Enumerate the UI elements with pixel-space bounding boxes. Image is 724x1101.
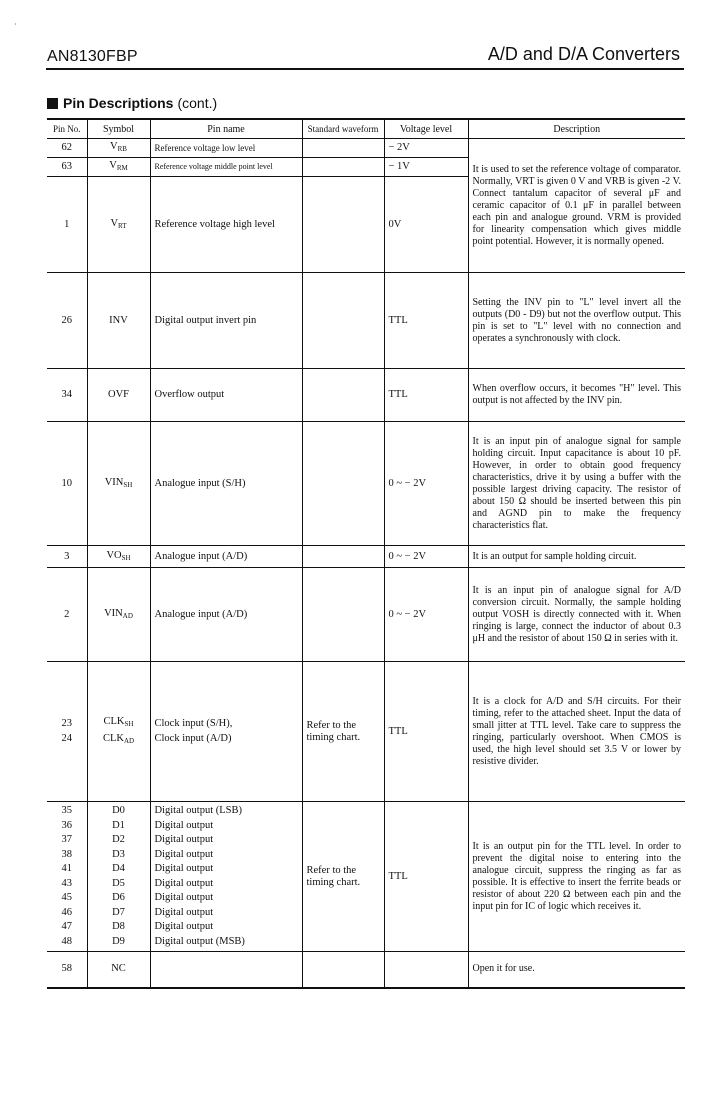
description: When overflow occurs, it becomes "H" level. This output is not affected by the INV pin.: [468, 369, 685, 422]
table-row: [47, 369, 685, 422]
col-header-pin-name: Pin name: [150, 119, 302, 139]
waveform: [302, 158, 384, 177]
pin-name: Reference voltage middle point level: [150, 158, 302, 177]
pin-name: Analogue input (A/D): [150, 568, 302, 662]
pin-name: Overflow output: [150, 369, 302, 422]
pin-name: Digital output (LSB) Digital output Digital output Digital output Digital output Digital output Digital output Digital output Digital output Digital output (MSB): [150, 802, 302, 952]
pin-name: Digital output invert pin: [150, 273, 302, 369]
symbol: INV: [87, 273, 150, 369]
pin-number: 63: [47, 158, 87, 177]
waveform: [302, 546, 384, 568]
pin-number: 3: [47, 546, 87, 568]
pin-name: Clock input (S/H), Clock input (A/D): [150, 662, 302, 802]
waveform: [302, 177, 384, 273]
pin-number: 26: [47, 273, 87, 369]
section-title: Pin Descriptions: [63, 95, 174, 111]
waveform: [302, 369, 384, 422]
pin-name: Reference voltage high level: [150, 177, 302, 273]
symbol: D0 D1 D2 D3 D4 D5 D6 D7 D8 D9: [87, 802, 150, 952]
pin-number: 34: [47, 369, 87, 422]
description: It is used to set the reference voltage of comparator. Normally, VRT is given 0 V and VRB is given -2 V. Connect tantalum capacitor of several μF and ceramic capacitor of 0.1 μF in parallel between each pin and analogue ground. VRM is provided for linearity compensation which gives middle point potential. However, it is normally opened.: [468, 139, 685, 273]
col-header-pin: Pin No.: [47, 119, 87, 139]
section-suffix: (cont.): [177, 95, 218, 111]
symbol: $V_{RT}$: [87, 177, 150, 273]
table-row: [47, 662, 685, 802]
pin-descriptions-table: [47, 118, 685, 989]
waveform: [302, 139, 384, 158]
symbol: $V_{RB}$: [87, 139, 150, 158]
voltage-level: − 1V: [384, 158, 468, 177]
table-row: [47, 422, 685, 546]
voltage-level: 0 ~ − 2V: [384, 422, 468, 546]
pin-number: 35 36 37 38 41 43 45 46 47 48: [47, 802, 87, 952]
voltage-level: 0 ~ − 2V: [384, 546, 468, 568]
voltage-level: − 2V: [384, 139, 468, 158]
category-title: A/D and D/A Converters: [487, 44, 680, 64]
description: It is an input pin of analogue signal for A/D conversion circuit. Normally, the sample holding output VOSH is directly connected with it. When ringing is large, connect the inductor of about 0.3 μH and the resistor of about 150 Ω in series with it.: [468, 568, 685, 662]
description: It is a clock for A/D and S/H circuits. For their timing, refer to the attached sheet. Input the data of small jitter at TTL level. Take care to suppress the ringing, particularly overshoot. When CMOS is used, the high level should set 3.5 V or lower by resistive divider.: [468, 662, 685, 802]
scan-speck: ·: [14, 20, 17, 29]
waveform: Refer to the timing chart.: [302, 802, 384, 952]
col-header-symbol: Symbol: [87, 119, 150, 139]
voltage-level: TTL: [384, 662, 468, 802]
table-row: [47, 568, 685, 662]
voltage-level: TTL: [384, 802, 468, 952]
waveform: [302, 422, 384, 546]
symbol: NC: [87, 952, 150, 988]
voltage-level: 0V: [384, 177, 468, 273]
waveform: [302, 952, 384, 988]
table-row: [47, 546, 685, 568]
pin-number: 2: [47, 568, 87, 662]
waveform: [302, 273, 384, 369]
pin-number: 1: [47, 177, 87, 273]
voltage-level: 0 ~ − 2V: [384, 568, 468, 662]
description: It is an output for sample holding circuit.: [468, 546, 685, 568]
symbol: $CLK_{SH}$ $CLK_{AD}$: [87, 662, 150, 802]
pin-number: 58: [47, 952, 87, 988]
description: It is an output pin for the TTL level. In order to prevent the digital noise to entering into the analogue circuit, suppress the ringing as far as possible. It is effective to insert the ferrite beads or resistor of about 220 Ω between each pin and the input pin for IC of logic which receives it.: [468, 802, 685, 952]
table-header-row: [47, 119, 685, 139]
col-header-waveform: Standard waveform: [302, 119, 384, 139]
section-heading: [47, 95, 217, 111]
pin-name: Analogue input (S/H): [150, 422, 302, 546]
voltage-level: TTL: [384, 273, 468, 369]
description: It is an input pin of analogue signal for sample holding circuit. Input capacitance is about 10 pF. However, in order to obtain good frequency characteristics, drive it by using a buffer with the possible largest driving capacity. The resistor of about 150 Ω should be inserted between this pin and AGND pin to make the frequency characteristics flat.: [468, 422, 685, 546]
table-row: [47, 802, 685, 952]
symbol: $VO_{SH}$: [87, 546, 150, 568]
table-row: [47, 952, 685, 988]
table-row: [47, 139, 685, 158]
symbol: $VIN_{AD}$: [87, 568, 150, 662]
pin-name: [150, 952, 302, 988]
header-rule: [46, 68, 684, 70]
symbol: $V_{RM}$: [87, 158, 150, 177]
description: Setting the INV pin to "L" level invert all the outputs (D0 - D9) but not the overflow output. This pin is set to "L" level with no connection and operates a synchronously with clock.: [468, 273, 685, 369]
waveform: [302, 568, 384, 662]
pin-name: Reference voltage low level: [150, 139, 302, 158]
pin-number: 23 24: [47, 662, 87, 802]
voltage-level: [384, 952, 468, 988]
col-header-voltage: Voltage level: [384, 119, 468, 139]
description: Open it for use.: [468, 952, 685, 988]
pin-number: 62: [47, 139, 87, 158]
part-number: AN8130FBP: [47, 48, 138, 65]
table-row: [47, 273, 685, 369]
voltage-level: TTL: [384, 369, 468, 422]
symbol: OVF: [87, 369, 150, 422]
col-header-description: Description: [468, 119, 685, 139]
pin-name: Analogue input (A/D): [150, 546, 302, 568]
pin-number: 10: [47, 422, 87, 546]
waveform: Refer to the timing chart.: [302, 662, 384, 802]
symbol: $VIN_{SH}$: [87, 422, 150, 546]
section-square-icon: [47, 98, 58, 109]
